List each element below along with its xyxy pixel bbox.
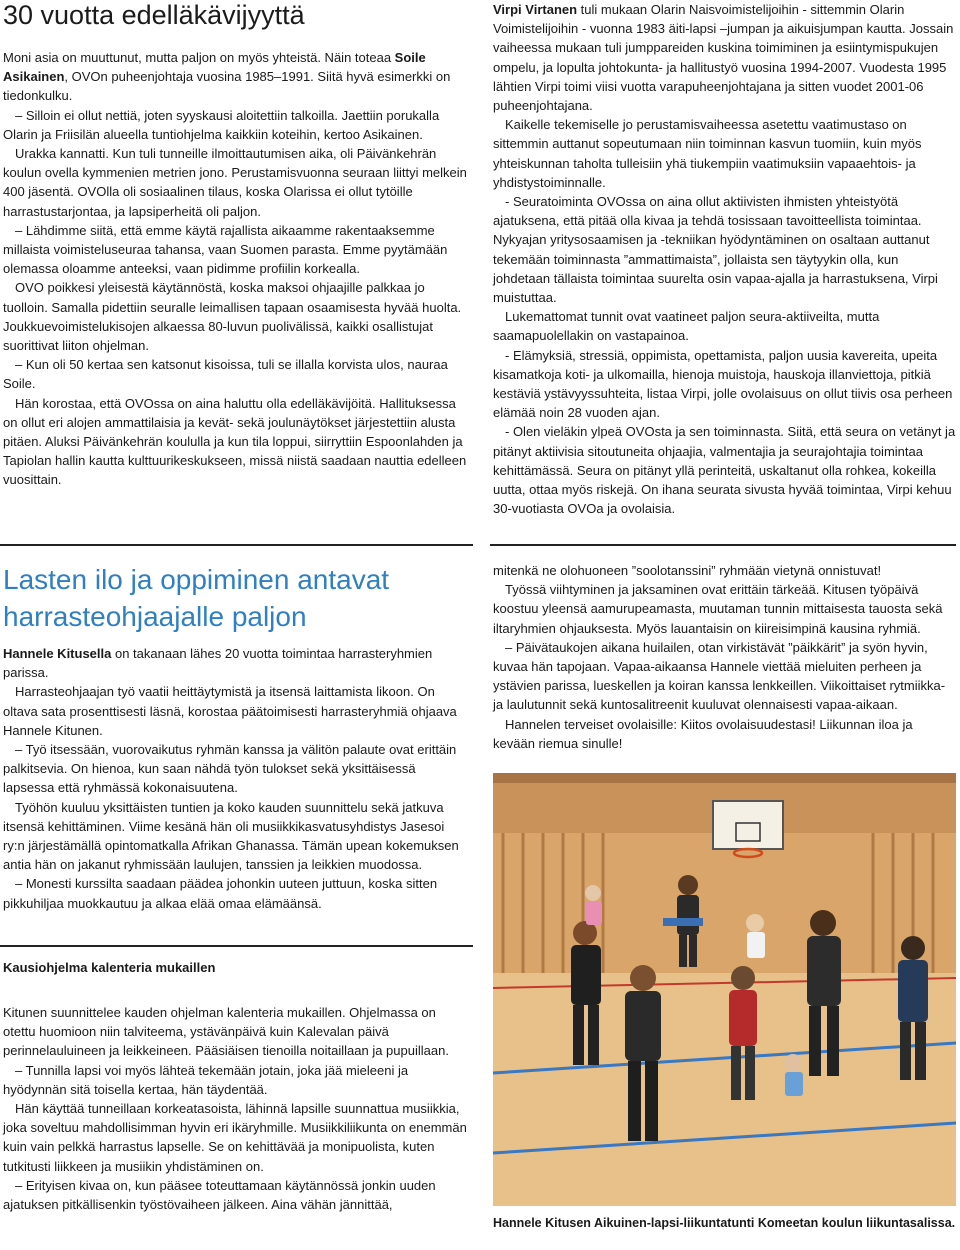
body-paragraph: Harrasteohjaajan työ vaatii heittäytymistä ja itsensä laittamista likoon. On oltava sata prosenttisesti läsnä, korostaa päätoimisesti harrasteryhmiä ohjaava Hannele Kitunen. — [3, 684, 457, 738]
article2-left-column — [3, 644, 467, 913]
body-paragraph: Hannelen terveiset ovolaisille: Kiitos ovolaisuudestasi! Liikunnan iloa ja kevään riemua sinulle! — [493, 716, 913, 751]
body-paragraph: Kitunen suunnittelee kauden ohjelman kalenteria mukaillen. Ohjelmassa on otettu huomioon niin talviteema, ystävänpäivä kuin Kalevalan päivä perinnelauluineen ja leikkeineen. Pääsiäisen tienoilla noitaillaan ja pupuillaan. — [3, 1005, 449, 1059]
article2-bottom-column — [3, 1003, 467, 1214]
sidebar-intro-paragraph — [493, 0, 957, 115]
body-paragraph: – Erityisen kivaa on, kun pääsee toteuttamaan käytännössä jonkin uuden ajatuksen pitkällisenkin työstövaiheen jälkeen. Aina vähän jännittää, — [3, 1177, 436, 1213]
body-paragraph: Lukemattomat tunnit ovat vaatineet paljon seura-aktiiveilta, mutta saamapuolellakin on vastapainoa. — [493, 309, 880, 344]
profile-name: Virpi Virtanen — [493, 2, 578, 17]
body-paragraph: OVO poikkesi yleisestä käytännöstä, koska maksoi ohjaajille palkkaa jo tuolloin. Samalla pidettiin seuralle leimallisen tapaan osaamisesta hyvää huolta. Joukkuevoimistelukisojen alkaessa 80-luvun puolivälissä, kaikki osallistujat suorittivat liiton ohjelman. — [3, 280, 462, 354]
body-paragraph: Hän korostaa, että OVOssa on aina haluttu olla edelläkävijöitä. Hallituksessa on ollut eri alojen ammattilaisia ja kevät- sekä joulunäytökset järjestettiin alusta pitäen. Aluksi Päivänkehrän koululla ja kun tila loppui, siirryttiin Espoonlahden ja Tapiolan hallin kautta kulttuurikeskukseen, missä niistä saadaan nauttia edelleen vuosittain. — [3, 395, 467, 488]
body-paragraph: – Työ itsessään, vuorovaikutus ryhmän kanssa ja välitön palaute ovat erittäin palkitsevia. On hienoa, kun saan nähdä työn tulokset sekä yksittäisessä lapsessa että ryhmässä kokonaisuutena. — [3, 742, 457, 796]
body-paragraph: Työhön kuuluu yksittäisten tuntien ja koko kauden suunnittelu sekä jatkuva itsensä kehittäminen. Viime kesänä hän oli musiikkikasvatusyhdistys Jasesoi ry:n järjestämällä opintomatkalla Afrikan Ghanassa. Tämän upean kokemuksen antia hän on jakanut ryhmissään laulujen, tanssien ja leikkien muodossa. — [3, 799, 459, 873]
article1-right-column — [493, 0, 957, 518]
intro-rest: on takanaan lähes 20 vuotta toimintaa harrasteryhmien parissa. — [3, 646, 433, 681]
intro-paragraph — [3, 644, 467, 682]
body-paragraph: – Silloin ei ollut nettiä, joten syyskausi aloitettiin talkoilla. Jaettiin porukalla Olarin ja Friisilän alueella tuntiohjelma kaikkiin koteihin, kertoo Asikainen. — [3, 107, 440, 142]
section-divider — [490, 544, 956, 546]
gym-photo — [493, 773, 956, 1206]
body-paragraph: – Kun oli 50 kertaa sen katsonut kisoissa, tuli se illalla korvista ulos, nauraa Soile. — [3, 357, 448, 392]
section-divider — [0, 544, 473, 546]
body-paragraph: – Monesti kurssilta saadaan päädea johonkin uuteen juttuun, koska sitten pikkuhiljaa muokkautuu ja alkaa elää omaa elämäänsä. — [3, 876, 438, 911]
body-paragraph: - Seuratoiminta OVOssa on aina ollut aktiivisten ihmisten yhteistyötä ajatuksena, että pitää olla kivaa ja tehdä tosissaan tavoitteellista toimintaa. Nykyajan yritysosaamisen ja -tekniikan hyödyntäminen on osaltaan auttanut tekemään toiminnasta ”ammattimaista”, jollaista sen täytyykin olla, kun johdetaan tällaista toimintaa suurelta osin vapaa-ajalla ja harrastuksena, Virpi muistuttaa. — [493, 194, 938, 306]
intro-rest: , OVOn puheenjohtaja vuosina 1985–1991. Siitä hyvä esimerkki on tiedonkulku. — [3, 69, 451, 104]
section-subheading: Kausiohjelma kalenteria mukaillen — [3, 960, 216, 975]
section-divider — [0, 945, 473, 947]
body-paragraph: – Lähdimme siitä, että emme käytä rajallista aikaamme rakentaaksemme millaista voimisteluseuraa tahansa, vaan Suomen parasta. Emme pyytämään olemassa oloamme anteeksi, vaan pidimme profiilin korkealla. — [3, 222, 448, 277]
body-paragraph: - Olen vieläkin ylpeä OVOsta ja sen toiminnasta. Siitä, että seura on vetänyt ja pitänyt aktiivisia sitoutuneita ohjaajia, valmentajia ja seurajohtajia toimintaa kehittämässä. Seura on pitänyt yllä perinteitä, uskaltanut olla rohkea, kokeilla uutta, ottaa myös riskejä. On ihana seurata sivusta hyvää toimintaa, Virpi kehuu 30-vuotiasta OVOa ja ovolaisia. — [493, 424, 956, 517]
intro-lead: Moni asia on muuttunut, mutta paljon on myös yhteistä. Näin toteaa — [3, 50, 395, 65]
interviewee-name: Hannele Kitusella — [3, 646, 112, 661]
profile-intro-rest: tuli mukaan Olarin Naisvoimistelijoihin - sittemmin Olarin Voimistelijoihin - vuonna 1983 äiti-lapsi –jumpan ja aikuisjumpan kautta. Jossain vaiheessa mukaan tuli jumppareiden kuskina toimiminen ja esiintymispukujen ompelu, ja lopulta johtokunta- ja hallitustyö vuosina 1994-2007. Vuodesta 1995 lähtien Virpi toimi viisi vuotta varapuheenjohtajana ja sitten vuodet 2001-06 puheenjohtajana. — [493, 2, 954, 114]
photo-caption: Hannele Kitusen Aikuinen-lapsi-liikuntatunti Komeetan koulun liikuntasalissa. — [493, 1216, 956, 1230]
gym-floor — [493, 973, 956, 1206]
body-paragraph: - Elämyksiä, stressiä, oppimista, opettamista, paljon uusia kavereita, upeita kisamatkoja koti- ja ulkomailla, hienoja muistoja, hauskoja illanviettoja, pitkiä kestäviä ystävyyssuhteita, listaa Virpi, jolle ovolaisuus on ollut tiivis osa perheen elämää noin 28 vuoden ajan. — [493, 347, 953, 421]
article1-left-column — [3, 48, 467, 490]
body-paragraph: Urakka kannatti. Kun tuli tunneille ilmoittautumisen aika, oli Päivänkehrän koulun ovella kymmenien metrien jono. Perustamisvuonna seuraan liittyi melkein 400 jäsentä. OVOlla oli sosiaalinen tilaus, koska Olarissa ei ollut tytöille harrastustarjontaa, ja lapsiperheitä oli paljon. — [3, 146, 467, 219]
article-title: Lasten ilo ja oppiminen antavat harrasteohjaajalle paljon — [3, 564, 390, 632]
body-paragraph: – Päivätaukojen aikana huilailen, otan virkistävät ”päikkärit” ja syön hyvin, kuvaa hän tapojaan. Vapaa-aikaansa Hannele viettää mieluiten perheen ja ystävien parissa, lueskellen ja koiran kanssa lenkkeillen. Viikoittaiset rytmiikka- ja laulutunnit sekä kuntosalitreenit kuuluvat olennaisesti vapaa-aikaan. — [493, 639, 946, 713]
body-paragraph: Työssä viihtyminen ja jaksaminen ovat erittäin tärkeää. Kitusen työpäivä koostuu yleensä aamurupeamasta, muutaman tunnin mittaisesta tauosta sekä iltaryhmien ohjauksesta. Myös lauantaisin on kiireisimpinä kausina ryhmiä. — [493, 582, 943, 636]
body-paragraph: mitenkä ne olohuoneen ”soolotanssini” ryhmään vietynä onnistuvat! — [493, 563, 882, 578]
gym-photo-illustration — [493, 773, 956, 1206]
article-title: 30 vuotta edelläkävijyyttä — [3, 0, 305, 30]
backboard — [713, 801, 783, 849]
intro-paragraph — [3, 48, 467, 106]
body-paragraph: Kaikelle tekemiselle jo perustamisvaiheessa asetettu vaatimustaso on sittemmin auttanut sopeutumaan niin toiminnan kasvun tuomiin, kuin myös yhteiskunnan taholta tulleisiin yhä tiukempiin vaatimuksiin vapaaehtois- ja yhdistystoiminnalle. — [493, 117, 922, 190]
body-paragraph: – Tunnilla lapsi voi myös lähteä tekemään jotain, joka jää mieleeni ja hyödynnän sitä toisella kertaa, hän täydentää. — [3, 1062, 409, 1097]
article2-right-column — [493, 561, 957, 753]
child-on-floor — [784, 1054, 803, 1096]
interviewee-name: Soile Asikainen — [3, 50, 426, 85]
ceiling-beam — [493, 773, 956, 783]
body-paragraph: Hän käyttää tunneillaan korkeatasoista, lähinnä lapsille suunnattua musiikkia, joka soveltuu mahdollisimman hyvin eri ikäryhmille. Musiikkiliikunta on enemmän kuin vain pelkkä harrastus lapselle. Se on kehittävää ja monipuolista, kuten tutkitusti liikkeen ja musiikin yhdistäminen on. — [3, 1101, 467, 1174]
